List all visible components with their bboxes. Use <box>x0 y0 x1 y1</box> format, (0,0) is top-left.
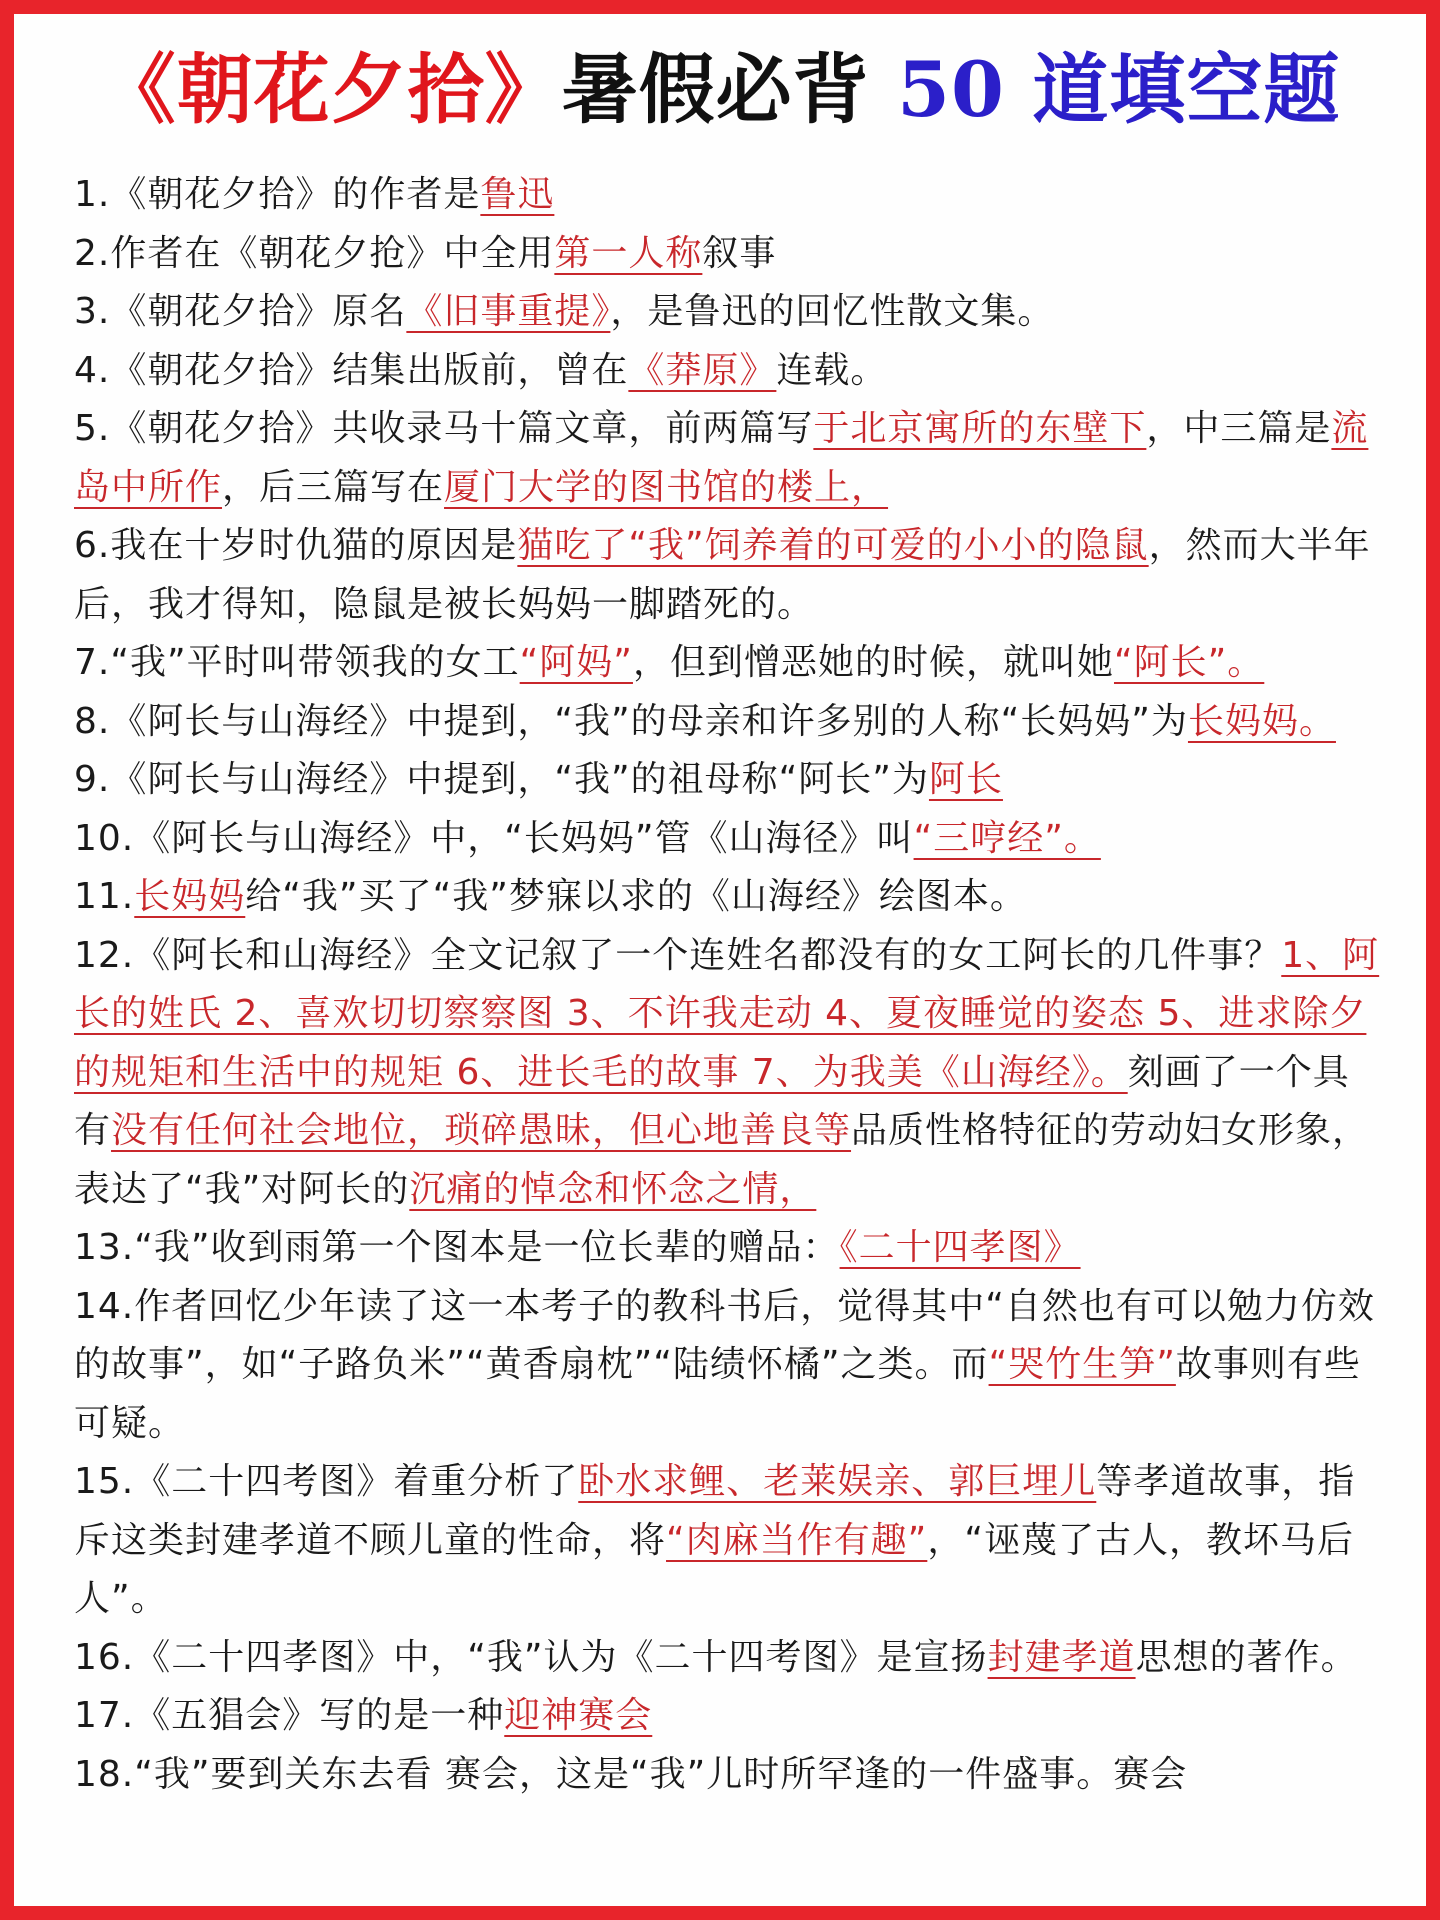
question-15 <box>74 1453 1386 1629</box>
question-text: ，后三篇写在 <box>222 466 445 508</box>
question-text: 7.“我”平时叫带领我的女工 <box>74 642 520 683</box>
question-text: 1.《朝花夕拾》的作者是 <box>74 174 481 215</box>
question-text: 叙事 <box>702 232 777 274</box>
answer-blank: “肉麻当作有趣” <box>666 1519 928 1561</box>
question-text: 连载。 <box>776 349 888 391</box>
question-text: 10.《阿长与山海经》中，“长妈妈”管《山海径》叫 <box>74 817 914 859</box>
question-text: 3.《朝花夕拾》原名 <box>74 291 407 332</box>
question-11 <box>74 868 1386 927</box>
question-text: 16.《二十四孝图》中，“我”认为《二十四考图》是宣扬 <box>74 1636 988 1678</box>
answer-blank: 于北京寓所的东壁下 <box>813 408 1147 449</box>
answer-blank: 1、阿长的姓氏 2、喜欢切切察察图 3、不许我走动 4、夏夜睡觉的姿态 5、进求除夕的规矩和生活中的规矩 6、进长毛的故事 7、为我美《山海经》。 <box>74 934 1380 1093</box>
answer-blank: 厦门大学的图书馆的楼上， <box>444 466 889 508</box>
answer-blank: 长妈妈 <box>134 876 246 917</box>
answer-blank: 《二十四孝图》 <box>839 1227 1081 1268</box>
answer-blank: 迎神赛会 <box>504 1695 653 1736</box>
question-7 <box>74 634 1386 693</box>
title-book-name: 《朝花夕拾》 <box>99 45 562 134</box>
question-text: 给“我”买了“我”梦寐以求的《山海经》绘图本。 <box>245 876 1027 917</box>
answer-blank: 卧水求鲤、老莱娱亲、郭巨埋儿 <box>578 1461 1097 1502</box>
question-text: ，然而大半年后，我才得知，隐鼠是被长妈妈一脚踏死的。 <box>74 525 1371 625</box>
question-text: 2.作者在《朝花夕抢》中全用 <box>74 232 555 274</box>
question-text: 思想的著作。 <box>1135 1636 1358 1678</box>
answer-blank: “阿妈” <box>519 642 633 683</box>
question-6 <box>74 517 1386 634</box>
question-2 <box>74 225 1386 284</box>
title-middle: 暑假必背 <box>561 45 870 134</box>
question-text: ，但到憎恶她的时候，就叫她 <box>632 642 1114 683</box>
question-list <box>74 166 1386 1804</box>
question-8 <box>74 693 1386 752</box>
question-9 <box>74 751 1386 810</box>
question-text: ，中三篇是 <box>1146 408 1332 449</box>
answer-blank: “阿长”。 <box>1113 642 1265 683</box>
question-text: 5.《朝花夕拾》共收录马十篇文章，前两篇写 <box>74 408 814 449</box>
question-4 <box>74 342 1386 401</box>
answer-blank: 《莽原》 <box>628 349 777 391</box>
answer-blank: “哭竹生笋” <box>988 1344 1176 1385</box>
question-text: ，是鲁迅的回忆性散文集。 <box>610 291 1055 332</box>
question-text: 17.《五猖会》写的是一种 <box>74 1695 505 1736</box>
question-text: 故事则有些可疑。 <box>74 1344 1361 1444</box>
question-text: 13.“我”收到雨第一个图本是一位长辈的赠品： <box>74 1227 840 1268</box>
answer-blank: “三哼经”。 <box>913 817 1101 859</box>
worksheet-page <box>14 14 1426 1906</box>
question-3 <box>74 283 1386 342</box>
question-text: 18.“我”要到关东去看 赛会，这是“我”儿时所罕逢的一件盛事。赛会 <box>74 1753 1188 1795</box>
question-text: 12.《阿长和山海经》全文记叙了一个连姓名都没有的女工阿长的几件事？ <box>74 934 1282 976</box>
question-text: 品质性格特征的劳动妇女形象，表达了“我”对阿长的 <box>74 1110 1370 1210</box>
question-text: 等孝道故事，指斥这类封建孝道不顾儿童的性命，将 <box>74 1461 1356 1561</box>
answer-blank: 流岛中所作 <box>74 408 1369 508</box>
answer-blank: 长妈妈。 <box>1187 700 1336 742</box>
answer-blank: 阿长 <box>928 759 1003 800</box>
question-5 <box>74 400 1386 517</box>
answer-blank: 沉痛的悼念和怀念之情， <box>409 1168 817 1210</box>
question-text: 6.我在十岁时仇猫的原因是 <box>74 525 518 566</box>
question-text: ，“诬蔑了古人，教坏马后人”。 <box>74 1519 1354 1619</box>
answer-blank: 第一人称 <box>554 232 703 274</box>
answer-blank: 鲁迅 <box>480 174 555 215</box>
question-text: 8.《阿长与山海经》中提到，“我”的母亲和许多别的人称“长妈妈”为 <box>74 700 1188 742</box>
question-16 <box>74 1629 1386 1688</box>
question-12 <box>74 927 1386 1220</box>
question-text: 刻画了一个具有 <box>74 1051 1350 1151</box>
question-17 <box>74 1687 1386 1746</box>
answer-blank: 封建孝道 <box>987 1636 1136 1678</box>
question-18 <box>74 1746 1386 1805</box>
title-question-count: 50 道填空题 <box>897 45 1341 134</box>
question-text: 4.《朝花夕拾》结集出版前，曾在 <box>74 349 629 391</box>
question-14 <box>74 1278 1386 1454</box>
question-1 <box>74 166 1386 225</box>
question-10 <box>74 810 1386 869</box>
answer-blank: 《旧事重提》 <box>406 291 611 332</box>
question-13 <box>74 1219 1386 1278</box>
answer-blank: 没有任何社会地位，琐碎愚昧，但心地善良等 <box>111 1110 852 1151</box>
page-title <box>14 40 1426 140</box>
answer-blank: 猫吃了“我”饲养着的可爱的小小的隐鼠 <box>517 525 1149 566</box>
question-text: 9.《阿长与山海经》中提到，“我”的祖母称“阿长”为 <box>74 759 929 800</box>
question-text: 15.《二十四考图》着重分析了 <box>74 1461 579 1502</box>
question-text: 14.作者回忆少年读了这一本考子的教科书后，觉得其中“自然也有可以勉力仿效的故事”，如“子路负米”“黄香扇枕”“陆绩怀橘”之类。而 <box>74 1285 1375 1385</box>
question-text: 11. <box>74 876 135 917</box>
